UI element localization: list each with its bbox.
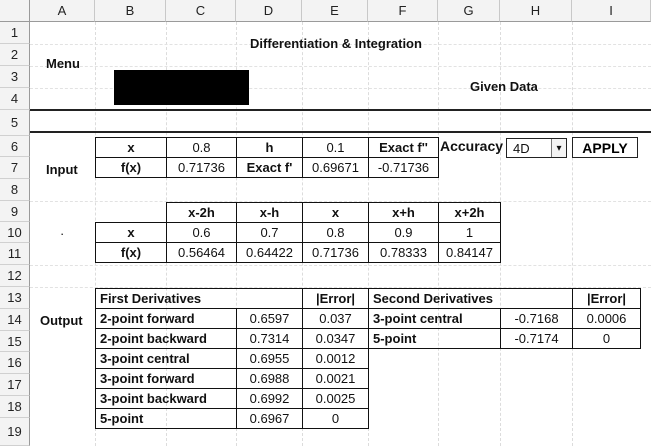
row-header-13[interactable]: 13	[0, 287, 30, 309]
error-cell[interactable]: 0.0006	[573, 309, 641, 329]
method-cell: 3-point forward	[96, 369, 237, 389]
h-value-cell[interactable]: 0.1	[303, 138, 369, 158]
section-divider	[30, 109, 651, 111]
accuracy-label: Accuracy	[440, 138, 504, 154]
row-header-8[interactable]: 8	[0, 179, 30, 201]
points-header-table	[166, 202, 501, 223]
error-cell[interactable]: 0.0025	[303, 389, 369, 409]
header-x-minus-h: x-h	[237, 203, 303, 223]
value-cell[interactable]: 0.6597	[237, 309, 303, 329]
method-cell: 5-point	[369, 329, 501, 349]
points-fx-cell[interactable]: 0.71736	[303, 243, 369, 263]
input-table	[95, 137, 439, 178]
row-header-17[interactable]: 17	[0, 374, 30, 396]
value-cell[interactable]: -0.7174	[501, 329, 573, 349]
first-derivatives-table	[95, 288, 369, 429]
accuracy-value: 4D	[513, 140, 530, 156]
header-x-plus-2h: x+2h	[439, 203, 501, 223]
column-header-i[interactable]: I	[572, 0, 651, 22]
gridline	[572, 22, 573, 446]
second-derivatives-header: Second Derivatives	[369, 289, 573, 309]
error-cell[interactable]: 0.037	[303, 309, 369, 329]
exact-first-derivative-label-cell: Exact f'	[237, 158, 303, 178]
input-label: Input	[46, 161, 78, 177]
error-cell[interactable]: 0.0012	[303, 349, 369, 369]
section-divider	[30, 131, 651, 133]
points-x-cell[interactable]: 1	[439, 223, 501, 243]
method-cell: 2-point forward	[96, 309, 237, 329]
column-header-e[interactable]: E	[302, 0, 368, 22]
column-header-c[interactable]: C	[166, 0, 236, 22]
accuracy-dropdown[interactable]	[506, 138, 567, 158]
points-x-label: x	[96, 223, 167, 243]
output-label: Output	[40, 312, 83, 328]
row-header-4[interactable]: 4	[0, 88, 30, 110]
points-x-cell[interactable]: 0.8	[303, 223, 369, 243]
first-error-header: |Error|	[303, 289, 369, 309]
value-cell[interactable]: 0.6988	[237, 369, 303, 389]
error-cell[interactable]: 0.0347	[303, 329, 369, 349]
second-error-header: |Error|	[573, 289, 641, 309]
row-header-10[interactable]: 10	[0, 222, 30, 243]
value-cell[interactable]: -0.7168	[501, 309, 573, 329]
apply-button[interactable]: APPLY	[572, 137, 638, 158]
header-x: x	[303, 203, 369, 223]
x-value-cell[interactable]: 0.8	[167, 138, 237, 158]
method-cell: 3-point backward	[96, 389, 237, 409]
points-table	[95, 222, 501, 263]
method-cell: 3-point central	[369, 309, 501, 329]
select-all-corner[interactable]	[0, 0, 30, 22]
fx-label-cell: f(x)	[96, 158, 167, 178]
row-header-12[interactable]: 12	[0, 265, 30, 287]
row-header-11[interactable]: 11	[0, 243, 30, 265]
row-header-9[interactable]: 9	[0, 201, 30, 222]
error-cell[interactable]: 0.0021	[303, 369, 369, 389]
points-fx-cell[interactable]: 0.84147	[439, 243, 501, 263]
row-header-16[interactable]: 16	[0, 352, 30, 374]
row-header-14[interactable]: 14	[0, 309, 30, 331]
column-header-d[interactable]: D	[236, 0, 302, 22]
chevron-down-icon[interactable]: ▾	[551, 139, 566, 157]
row-header-5[interactable]: 5	[0, 110, 30, 136]
menu-label: Menu	[46, 55, 80, 71]
stray-dot: ·	[60, 226, 65, 241]
points-x-cell[interactable]: 0.6	[167, 223, 237, 243]
h-label-cell: h	[237, 138, 303, 158]
row-header-7[interactable]: 7	[0, 157, 30, 179]
points-fx-label: f(x)	[96, 243, 167, 263]
points-fx-cell[interactable]: 0.56464	[167, 243, 237, 263]
method-cell: 2-point backward	[96, 329, 237, 349]
exact-second-derivative-value-cell[interactable]: -0.71736	[369, 158, 439, 178]
column-header-f[interactable]: F	[368, 0, 438, 22]
method-cell: 3-point central	[96, 349, 237, 369]
value-cell[interactable]: 0.6955	[237, 349, 303, 369]
points-x-cell[interactable]: 0.9	[369, 223, 439, 243]
row-header-1[interactable]: 1	[0, 22, 30, 44]
error-cell[interactable]: 0	[303, 409, 369, 429]
value-cell[interactable]: 0.6967	[237, 409, 303, 429]
column-header-g[interactable]: G	[438, 0, 500, 22]
header-x-plus-h: x+h	[369, 203, 439, 223]
page-title: Differentiation & Integration	[250, 35, 422, 51]
points-x-cell[interactable]: 0.7	[237, 223, 303, 243]
row-header-18[interactable]: 18	[0, 396, 30, 418]
given-data-label: Given Data	[470, 78, 538, 94]
second-derivatives-table	[368, 288, 641, 349]
header-x-minus-2h: x-2h	[167, 203, 237, 223]
value-cell[interactable]: 0.7314	[237, 329, 303, 349]
error-cell[interactable]: 0	[573, 329, 641, 349]
row-header-15[interactable]: 15	[0, 331, 30, 352]
row-header-3[interactable]: 3	[0, 66, 30, 88]
gridline	[30, 265, 651, 266]
method-cell: 5-point	[96, 409, 237, 429]
row-header-2[interactable]: 2	[0, 44, 30, 66]
fx-value-cell[interactable]: 0.71736	[167, 158, 237, 178]
value-cell[interactable]: 0.6992	[237, 389, 303, 409]
redacted-button[interactable]	[114, 70, 249, 105]
column-header-h[interactable]: H	[500, 0, 572, 22]
first-derivatives-header: First Derivatives	[96, 289, 303, 309]
exact-first-derivative-value-cell[interactable]: 0.69671	[303, 158, 369, 178]
row-header-6[interactable]: 6	[0, 136, 30, 157]
points-fx-cell[interactable]: 0.64422	[237, 243, 303, 263]
points-fx-cell[interactable]: 0.78333	[369, 243, 439, 263]
exact-second-derivative-label-cell: Exact f''	[369, 138, 439, 158]
gridline	[30, 66, 651, 67]
row-header-19[interactable]: 19	[0, 418, 30, 446]
x-label-cell: x	[96, 138, 167, 158]
column-header-a[interactable]: A	[30, 0, 95, 22]
column-header-b[interactable]: B	[95, 0, 166, 22]
